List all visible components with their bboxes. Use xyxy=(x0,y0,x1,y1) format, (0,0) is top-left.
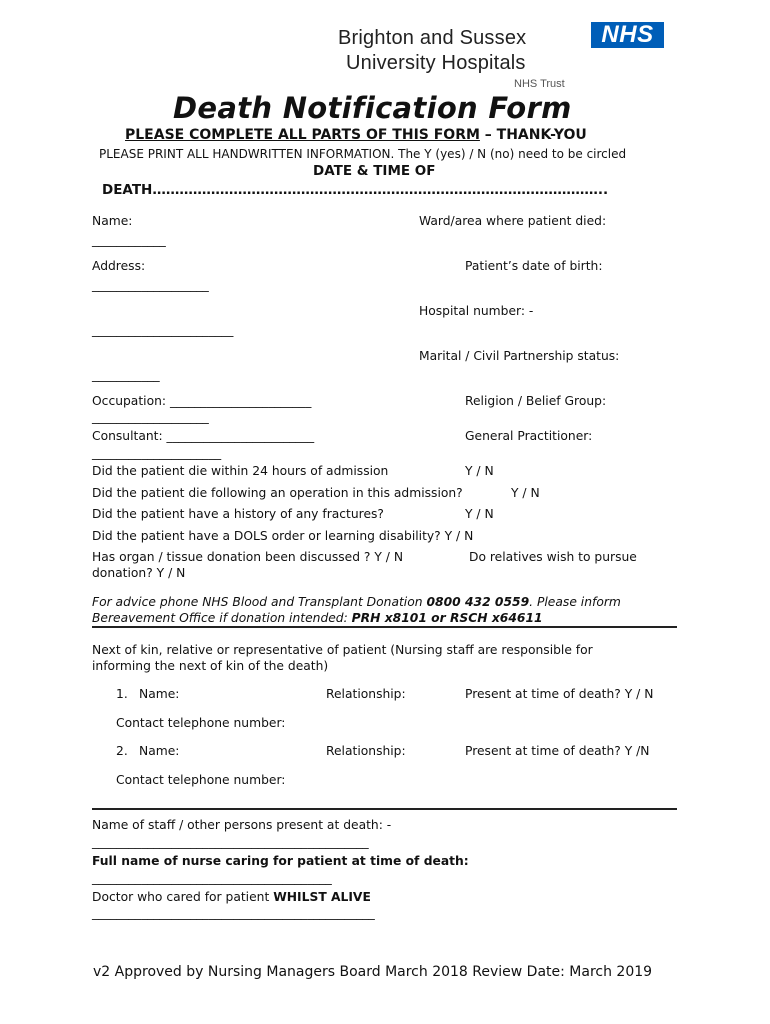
section-divider-1 xyxy=(92,626,677,628)
dob-label: Patient’s date of birth: xyxy=(465,259,603,273)
address-field-2[interactable]: _______________________ xyxy=(92,323,234,337)
marital-status-field[interactable]: ___________ xyxy=(92,368,160,382)
kin-2-present[interactable]: Present at time of death? Y /N xyxy=(465,744,650,758)
kin-1-name-label: Name: xyxy=(139,687,180,701)
kin-1-contact-label: Contact telephone number: xyxy=(116,716,286,730)
ward-label: Ward/area where patient died: xyxy=(419,214,607,228)
staff-present-label: Name of staff / other persons present at death: - xyxy=(92,818,392,832)
org-name-line1: Brighton and Sussex xyxy=(338,27,527,49)
doctor-label-text: Doctor who cared for patient xyxy=(92,890,274,904)
kin-1-present[interactable]: Present at time of death? Y / N xyxy=(465,687,654,701)
complete-instruction-underlined: PLEASE COMPLETE ALL PARTS OF THIS FORM xyxy=(125,127,480,143)
question-dols[interactable]: Did the patient have a DOLS order or learning disability? Y / N xyxy=(92,529,474,543)
gp-label: General Practitioner: xyxy=(465,429,593,443)
print-instruction: PLEASE PRINT ALL HANDWRITTEN INFORMATION. The Y (yes) / N (no) need to be circled xyxy=(99,147,627,161)
doctor-label xyxy=(92,890,371,905)
nurse-field[interactable]: _______________________________________ xyxy=(92,871,332,885)
donation-phone: 0800 432 0559 xyxy=(426,595,530,609)
kin-1-number: 1. xyxy=(116,687,128,701)
doctor-field[interactable]: ______________________________________________ xyxy=(92,906,375,920)
kin-2-contact-label: Contact telephone number: xyxy=(116,773,286,787)
name-label: Name: xyxy=(92,214,133,228)
advice-text: For advice phone NHS Blood and Transplant Donation xyxy=(92,595,427,609)
kin-1-relationship-label: Relationship: xyxy=(326,687,406,701)
question-fractures: Did the patient have a history of any fractures? xyxy=(92,507,384,521)
kin-2-relationship-label: Relationship: xyxy=(326,744,406,758)
question-operation: Did the patient die following an operation in this admission? xyxy=(92,486,463,500)
marital-status-label: Marital / Civil Partnership status: xyxy=(419,349,620,363)
name-field[interactable]: ____________ xyxy=(92,233,166,247)
address-label: Address: xyxy=(92,259,146,273)
page-title: Death Notification Form xyxy=(173,91,572,125)
address-field-1[interactable]: ___________________ xyxy=(92,278,209,292)
question-24-hours: Did the patient die within 24 hours of admission xyxy=(92,464,389,478)
section-divider-2 xyxy=(92,808,677,810)
nurse-label: Full name of nurse caring for patient at time of death: xyxy=(92,854,469,868)
kin-2-name-label: Name: xyxy=(139,744,180,758)
staff-present-field[interactable]: _____________________________________________ xyxy=(92,835,369,849)
question-operation-yn[interactable]: Y / N xyxy=(511,486,540,500)
question-pursue-donation-yn[interactable]: donation? Y / N xyxy=(92,566,186,580)
footer-version: v2 Approved by Nursing Managers Board March 2018 Review Date: March 2019 xyxy=(93,964,653,980)
question-organ-donation[interactable]: Has organ / tissue donation been discussed ? Y / N xyxy=(92,550,404,564)
complete-instruction-rest: – THANK-YOU xyxy=(479,127,587,143)
consultant-field[interactable]: Consultant: ________________________ xyxy=(92,429,315,443)
trust-label: NHS Trust xyxy=(514,78,565,90)
date-time-line: DEATH……………………………………………………………………………………….. xyxy=(102,182,609,198)
question-24-hours-yn[interactable]: Y / N xyxy=(465,464,494,478)
doctor-label-emphasis: WHILST ALIVE xyxy=(273,890,371,904)
kin-intro-2: informing the next of kin of the death) xyxy=(92,659,329,673)
question-fractures-yn[interactable]: Y / N xyxy=(465,507,494,521)
complete-instruction xyxy=(125,127,587,143)
kin-2-number: 2. xyxy=(116,744,128,758)
org-name-line2: University Hospitals xyxy=(346,52,526,74)
bereavement-text: Bereavement Office if donation intended: xyxy=(92,611,352,625)
date-time-label: DATE & TIME OF xyxy=(313,163,436,179)
religion-label: Religion / Belief Group: xyxy=(465,394,607,408)
occupation-field-extra[interactable]: ___________________ xyxy=(92,410,209,424)
consultant-field-extra[interactable]: _____________________ xyxy=(92,446,222,460)
advice-text-end: . Please inform xyxy=(529,595,621,609)
occupation-field[interactable]: Occupation: _______________________ xyxy=(92,394,312,408)
advice-line-2 xyxy=(92,611,543,626)
advice-line-1 xyxy=(92,595,621,610)
kin-intro-1: Next of kin, relative or representative of patient (Nursing staff are responsible for xyxy=(92,643,593,657)
question-pursue-donation: Do relatives wish to pursue xyxy=(469,550,637,564)
hospital-number-label: Hospital number: - xyxy=(419,304,534,318)
nhs-logo: NHS xyxy=(591,22,664,48)
bereavement-extensions: PRH x8101 or RSCH x64611 xyxy=(351,611,543,625)
